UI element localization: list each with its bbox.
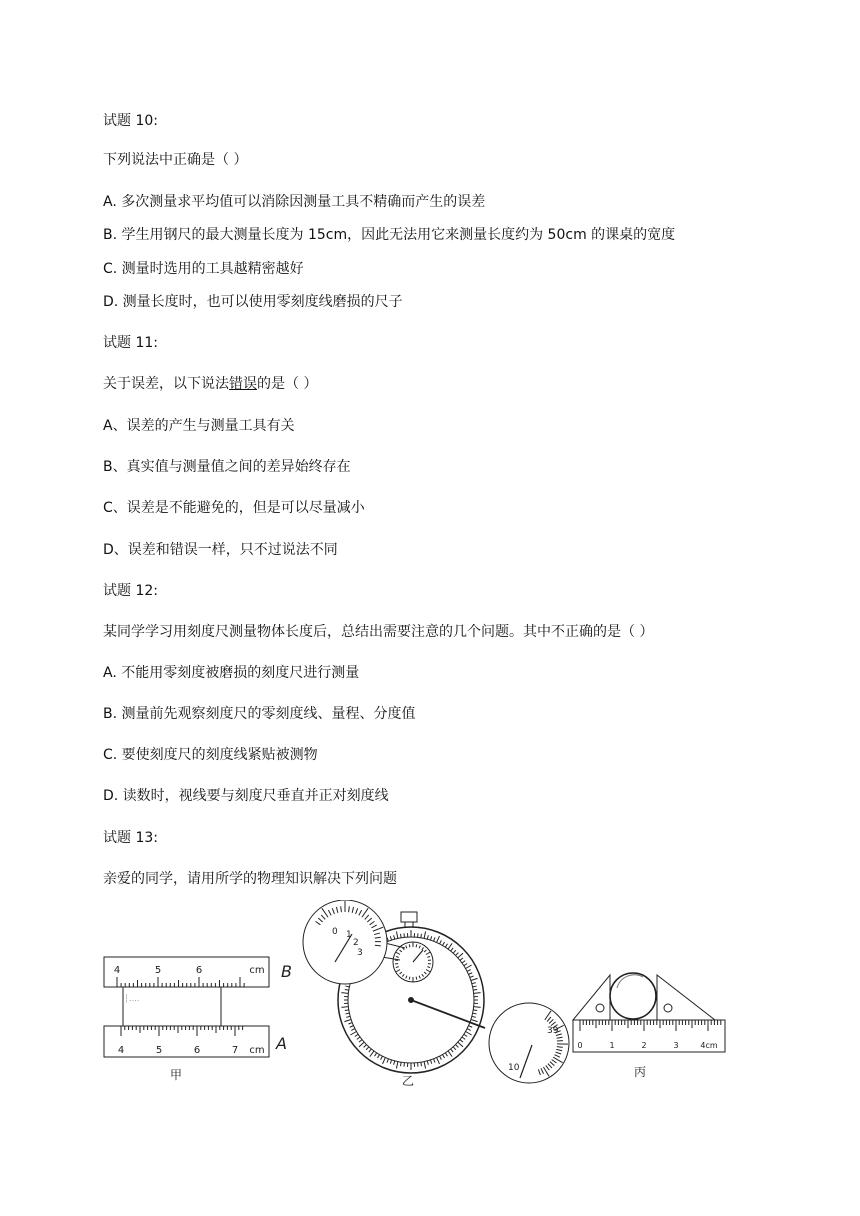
subdial-tick <box>416 977 417 980</box>
zoom-left-circle <box>303 900 387 984</box>
q13-figures <box>95 900 735 1090</box>
caption-jia: 甲 <box>169 1068 183 1082</box>
ruler-a-tick-label-5: 5 <box>155 1045 163 1056</box>
q13-stem: 亲爱的同学，请用所学的物理知识解决下列问题 <box>103 871 397 887</box>
stopwatch-tick <box>473 1010 477 1011</box>
q13-heading: 试题 13: <box>103 830 158 846</box>
zoom-left-label-0: 0 <box>332 927 338 937</box>
subdial-tick <box>409 944 410 947</box>
ruler-bing-label-2: 2 <box>641 1041 647 1050</box>
zoom-left-tick <box>375 945 381 946</box>
ruler-b-label: B <box>281 962 292 981</box>
ruler-a-tick-label-7: 7 <box>231 1045 239 1056</box>
ball <box>610 973 656 1019</box>
figures-svg <box>95 900 735 1090</box>
stopwatch-tick <box>401 1062 402 1066</box>
zoom-left-label-3: 3 <box>357 948 363 958</box>
zoom-left-tick <box>349 906 350 912</box>
subdial-tick <box>416 944 417 947</box>
q11-heading: 试题 11: <box>103 335 158 351</box>
caption-yi: 乙 <box>401 1074 415 1088</box>
stopwatch-tick <box>421 934 422 938</box>
q12-option-a: A. 不能用零刻度被磨损的刻度尺进行测量 <box>103 665 360 681</box>
q11-stem <box>103 374 317 394</box>
left-triangle <box>573 975 610 1020</box>
q11-stem-underlined: 错误 <box>229 376 257 392</box>
zoom-right-circle <box>489 1003 569 1083</box>
q10-option-b: B. 学生用钢尺的最大测量长度为 15cm，因此无法用它来测量长度约为 50cm 的课桌的宽度 <box>103 227 676 243</box>
q12-option-b: B. 测量前先观察刻度尺的零刻度线、量程、分度值 <box>103 706 416 722</box>
q10-option-a: A. 多次测量求平均值可以消除因测量工具不精确而产生的误差 <box>103 194 486 210</box>
stopwatch-tick <box>401 934 402 938</box>
ruler-b <box>104 957 269 987</box>
ruler-a-unit: cm <box>249 1045 265 1056</box>
q11-stem-pre: 关于误差，以下说法 <box>103 376 229 392</box>
ruler-a <box>104 1026 269 1057</box>
q11-option-d: D、误差和错误一样，只不过说法不同 <box>103 542 338 558</box>
ruler-a-tick-label-4: 4 <box>117 1045 125 1056</box>
ruler-bing-label-4cm: 4cm <box>700 1041 718 1050</box>
stopwatch-tick <box>421 1062 422 1066</box>
ruler-bing-label-3: 3 <box>673 1041 679 1050</box>
q10-option-c: C. 测量时选用的工具越精密越好 <box>103 261 304 277</box>
q10-heading: 试题 10: <box>103 113 158 129</box>
figure-yi <box>303 900 569 1088</box>
right-triangle <box>657 975 715 1020</box>
q10-option-d: D. 测量长度时，也可以使用零刻度线磨损的尺子 <box>103 294 403 310</box>
q12-option-c: C. 要使刻度尺的刻度线紧贴被测物 <box>103 747 318 763</box>
figure-jia <box>104 957 292 1082</box>
figure-bing <box>573 973 725 1079</box>
ruler-b-tick-label-6: 6 <box>195 965 203 976</box>
ruler-b-tick-label-5: 5 <box>154 965 162 976</box>
caption-bing: 丙 <box>633 1065 647 1079</box>
q11-option-c: C、误差是不能避免的，但是可以尽量减小 <box>103 500 365 516</box>
zoom-left-label-2: 2 <box>353 938 359 948</box>
ruler-b-tick-label-4: 4 <box>113 965 121 976</box>
ruler-b-unit: cm <box>249 965 265 976</box>
q11-stem-post: 的是（ ） <box>257 376 318 392</box>
q11-option-b: B、真实值与测量值之间的差异始终存在 <box>103 459 351 475</box>
subdial-tick <box>409 977 410 980</box>
stopwatch-crown <box>401 912 417 922</box>
ruler-a-tick-label-6: 6 <box>193 1045 201 1056</box>
q12-stem: 某同学学习用刻度尺测量物体长度后，总结出需要注意的几个问题。其中不正确的是（ ） <box>103 624 654 640</box>
q12-option-d: D. 读数时，视线要与刻度尺垂直并正对刻度线 <box>103 788 389 804</box>
zoom-left-tick <box>341 906 342 912</box>
q11-option-a: A、误差的产生与测量工具有关 <box>103 418 295 434</box>
zoom-right-label-10: 10 <box>508 1063 520 1073</box>
zoom-left-label-1: 1 <box>346 930 352 940</box>
zoom-right-label-39: 39 <box>547 1026 559 1036</box>
q10-stem: 下列说法中正确是（ ） <box>103 152 248 168</box>
stopwatch-tick <box>473 990 477 991</box>
stopwatch-center <box>409 998 414 1003</box>
q12-heading: 试题 12: <box>103 583 158 599</box>
block-dotted-marks: ┆‥‥ <box>124 994 140 1003</box>
ruler-bing-label-0: 0 <box>577 1041 583 1050</box>
ruler-bing-label-1: 1 <box>609 1041 615 1050</box>
stopwatch-tick <box>345 990 349 991</box>
stopwatch-tick <box>345 1010 349 1011</box>
measured-block <box>123 987 221 1026</box>
ruler-a-label: A <box>276 1034 287 1053</box>
